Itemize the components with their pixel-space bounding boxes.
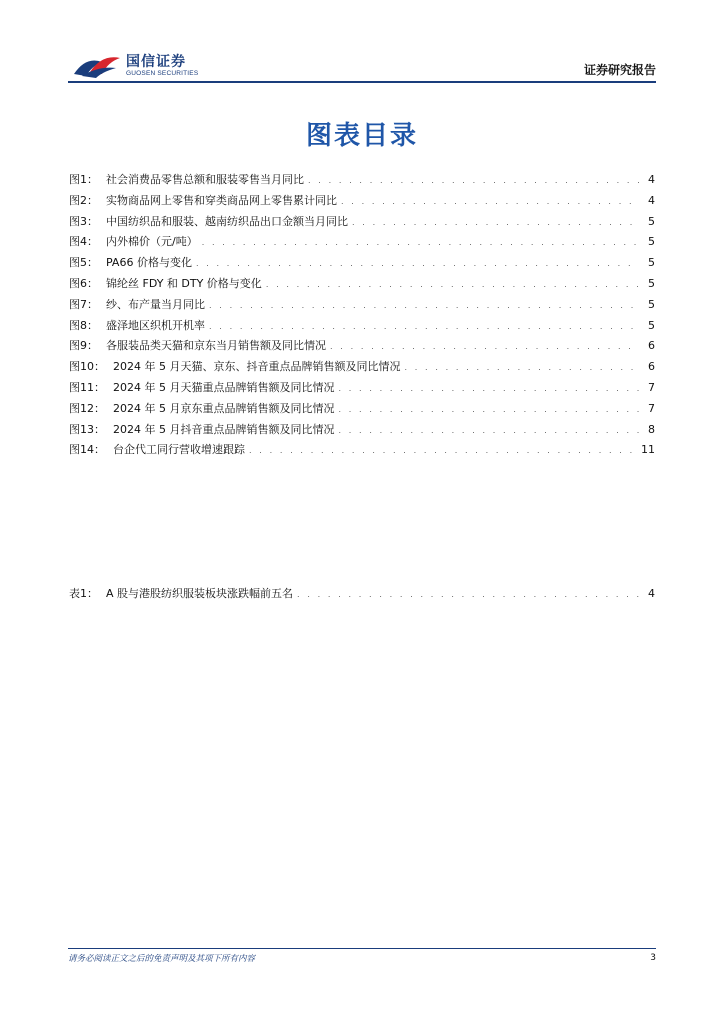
page-header (68, 50, 656, 84)
toc-entry-page: 8 (648, 422, 655, 436)
toc-entry-label: 图2： (69, 193, 98, 207)
toc-entry[interactable] (69, 337, 655, 358)
toc-entry[interactable] (69, 585, 655, 606)
toc-entry-page: 5 (648, 256, 655, 270)
toc-entry-title: 盛泽地区织机开机率 (106, 318, 205, 332)
toc-entry-title: 实物商品网上零售和穿类商品网上零售累计同比 (106, 193, 337, 207)
toc-entry-title: PA66 价格与变化 (106, 256, 192, 270)
toc-entry-title: 2024 年 5 月抖音重点品牌销售额及同比情况 (113, 422, 335, 436)
toc-entry-label: 图4： (69, 235, 98, 249)
toc-entry[interactable] (69, 421, 655, 442)
toc-entry-page: 5 (648, 318, 655, 332)
toc-entry[interactable] (69, 296, 655, 317)
toc-entry-label: 图5： (69, 256, 98, 270)
toc-entry-page: 5 (648, 214, 655, 228)
toc-entry-page: 5 (648, 276, 655, 290)
toc-leader-dots (404, 363, 639, 372)
page-title: 图表目录 (305, 121, 418, 151)
toc-entry-page: 5 (648, 297, 655, 311)
toc-leader-dots (196, 259, 639, 268)
toc-entry-label: 图9： (69, 339, 98, 353)
footer-divider (68, 948, 656, 949)
toc-entry-page: 6 (648, 339, 655, 353)
toc-entry-title: 纱、布产量当月同比 (106, 297, 205, 311)
toc-entry-page: 4 (648, 587, 655, 600)
toc-entry-label: 图8： (69, 318, 98, 332)
toc-entry[interactable] (69, 358, 655, 379)
toc-entry-title: 内外棉价（元/吨） (106, 235, 198, 249)
table-list (69, 585, 655, 606)
toc-entry-label: 表1： (69, 587, 98, 600)
toc-entry-label: 图10： (69, 360, 105, 374)
toc-entry[interactable] (69, 192, 655, 213)
toc-entry-title: 2024 年 5 月天猫重点品牌销售额及同比情况 (113, 380, 335, 394)
toc-entry-page: 5 (648, 235, 655, 249)
toc-entry[interactable] (69, 379, 655, 400)
toc-entry-title: 锦纶丝 FDY 和 DTY 价格与变化 (106, 276, 262, 290)
toc-leader-dots (352, 218, 639, 227)
toc-entry-title: 2024 年 5 月京东重点品牌销售额及同比情况 (113, 401, 335, 415)
disclaimer-text: 请务必阅读正文之后的免责声明及其项下所有内容 (68, 954, 256, 964)
toc-entry-label: 图11： (69, 380, 105, 394)
report-type: 证券研究报告 (583, 63, 656, 77)
toc-entry-label: 图14： (69, 443, 105, 457)
toc-entry-label: 图6： (69, 276, 98, 290)
toc-entry-title: 中国纺织品和服装、越南纺织品出口金额当月同比 (106, 214, 348, 228)
guosen-logo (68, 50, 208, 84)
toc-entry-title: A 股与港股纺织服装板块涨跌幅前五名 (106, 587, 294, 600)
toc-entry[interactable] (69, 171, 655, 192)
toc-leader-dots (266, 280, 639, 289)
toc-entry-label: 图12： (69, 401, 105, 415)
toc-leader-dots (202, 238, 639, 247)
guosen-logo-mark-icon (72, 52, 122, 80)
toc-entry-title: 各服装品类天猫和京东当月销售额及同比情况 (106, 339, 326, 353)
toc-entry-label: 图7： (69, 297, 98, 311)
toc-leader-dots (330, 342, 639, 351)
toc-entry[interactable] (69, 317, 655, 338)
toc-entry-page: 11 (641, 443, 655, 457)
toc-leader-dots (338, 384, 639, 393)
logo-text-cn: 国信证券 (126, 54, 186, 70)
figure-list (69, 171, 655, 462)
toc-entry[interactable] (69, 441, 655, 462)
toc-entry[interactable] (69, 400, 655, 421)
toc-entry-label: 图3： (69, 214, 98, 228)
toc-leader-dots (209, 322, 639, 331)
toc-entry[interactable] (69, 213, 655, 234)
toc-entry-page: 7 (648, 401, 655, 415)
toc-entry-title: 2024 年 5 月天猫、京东、抖音重点品牌销售额及同比情况 (113, 360, 401, 374)
toc-entry-page: 4 (648, 193, 655, 207)
toc-entry-page: 6 (648, 360, 655, 374)
toc-leader-dots (341, 197, 639, 206)
toc-leader-dots (209, 301, 639, 310)
toc-entry[interactable] (69, 233, 655, 254)
toc-entry-page: 7 (648, 380, 655, 394)
toc-leader-dots (338, 405, 639, 414)
toc-leader-dots (338, 426, 639, 435)
toc-entry-label: 图1： (69, 173, 98, 186)
toc-leader-dots (297, 590, 639, 599)
toc-entry[interactable] (69, 275, 655, 296)
page-number: 3 (650, 953, 656, 963)
toc-entry-label: 图13： (69, 422, 105, 436)
toc-entry[interactable] (69, 254, 655, 275)
toc-leader-dots (249, 446, 637, 455)
logo-text-en: GUOSEN SECURITIES (126, 70, 199, 77)
header-divider (68, 81, 656, 83)
toc-entry-page: 4 (648, 173, 655, 186)
toc-leader-dots (308, 176, 639, 185)
toc-entry-title: 社会消费品零售总额和服装零售当月同比 (106, 173, 304, 186)
toc-entry-title: 台企代工同行营收增速跟踪 (113, 443, 245, 457)
